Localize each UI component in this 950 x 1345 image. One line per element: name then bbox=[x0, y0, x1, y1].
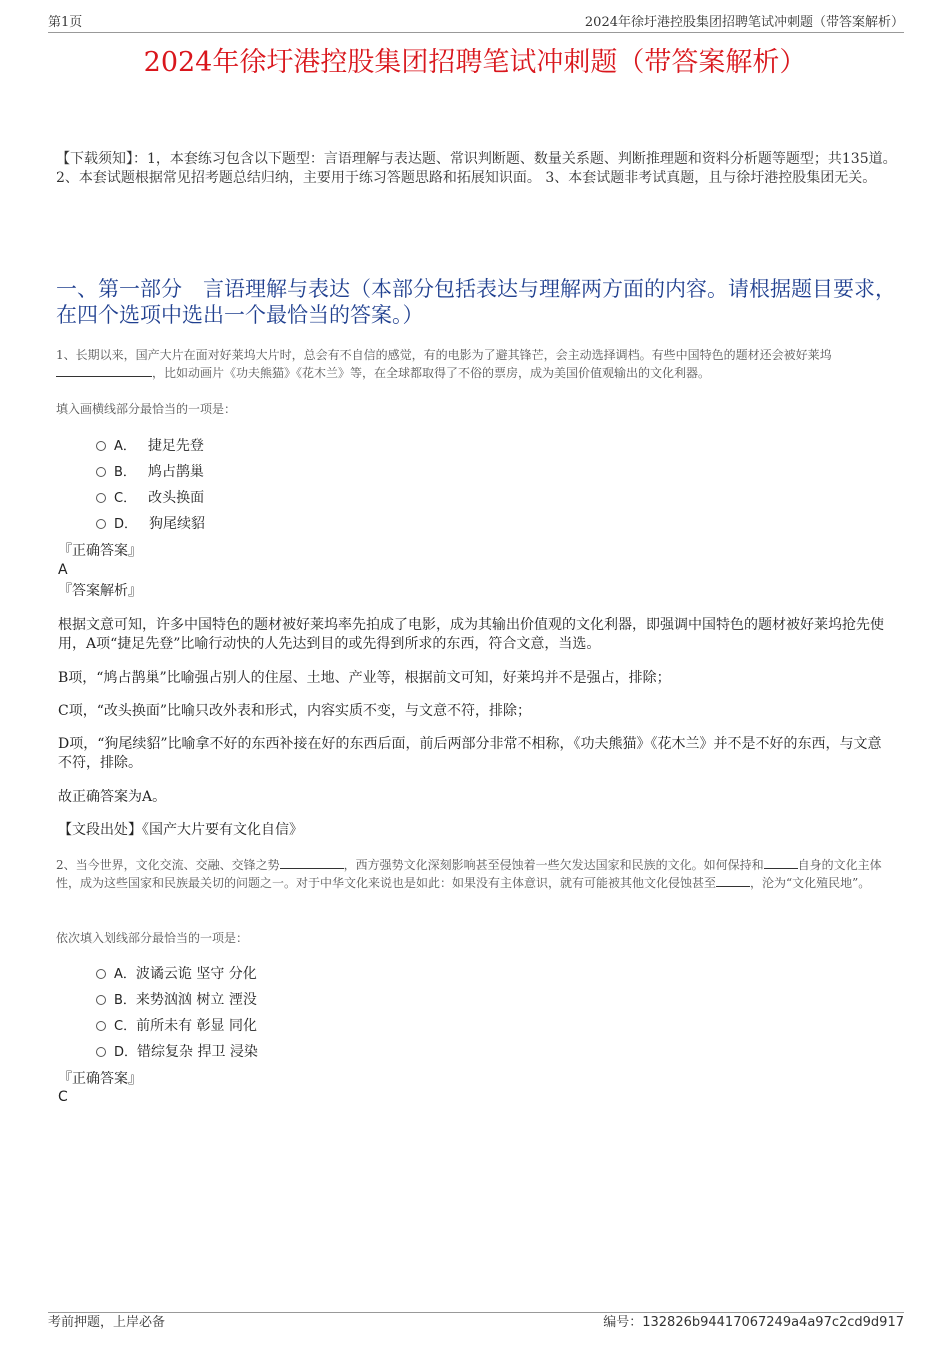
page-footer bbox=[48, 1312, 904, 1333]
question-1-answer: A bbox=[58, 562, 68, 578]
question-2-options bbox=[96, 961, 258, 1065]
question-1-conclusion: 故正确答案为A。 bbox=[58, 789, 167, 805]
footer-slogan: 考前押题，上岸必备 bbox=[48, 1315, 166, 1330]
question-1-analysis-d: D项，“狗尾续貂”比喻拿不好的东西补接在好的东西后面，前后两部分非常不相称，《功夫熊猫》《花木兰》并不是不好的东西，与文意不符，排除。 bbox=[58, 736, 882, 771]
footer-code: 编号：132826b94417067249a4a97c2cd9d917 bbox=[603, 1315, 904, 1330]
radio-icon[interactable] bbox=[96, 969, 106, 979]
question-1-text: 1、长期以来，国产大片在面对好莱坞大片时，总会有不自信的感觉，有的电影为了避其锋芒，会主动选择调档。有些中国特色的题材还会被好莱坞，比如动画片《功夫熊猫》《花木兰》等，在全球都取得了不俗的票房，成为美国价值观输出的文化利器。 bbox=[56, 348, 832, 380]
section-heading: 一、第一部分 言语理解与表达（本部分包括表达与理解两方面的内容。请根据题目要求，在四个选项中选出一个最恰当的答案。） bbox=[56, 277, 896, 327]
answer-blank bbox=[764, 856, 798, 869]
radio-icon[interactable] bbox=[96, 1047, 106, 1057]
header-doc-title: 2024年徐圩港控股集团招聘笔试冲刺题（带答案解析） bbox=[584, 15, 904, 30]
answer-blank bbox=[716, 874, 750, 887]
question-1-analysis-c: C项，“改头换面”比喻只改外表和形式，内容实质不变，与文意不符，排除； bbox=[58, 703, 532, 719]
question-1-answer-label: 『正确答案』 bbox=[58, 543, 142, 559]
question-1-prompt: 填入画横线部分最恰当的一项是： bbox=[56, 402, 237, 416]
question-1-option-b[interactable]: B． 鸠占鹊巢 bbox=[96, 459, 205, 485]
page-number: 第1页 bbox=[48, 15, 83, 30]
answer-blank bbox=[280, 856, 344, 869]
question-2-text: 2、当今世界，文化交流、交融、交锋之势 ，西方强势文化深刻影响甚至侵蚀着一些欠发达国家和民族的文化。如何保持和 自身的文化主体性，成为这些国家和民族最关切的问题之一。对于中华文化来说也是如此：如果没有主体意识，就有可能被其他文化侵蚀甚至 ，沦为“文化殖民地”。 bbox=[56, 858, 882, 890]
question-1-source: 【文段出处】《国产大片要有文化自信》 bbox=[58, 822, 303, 838]
radio-icon[interactable] bbox=[96, 441, 106, 451]
question-1-option-a[interactable]: A． 捷足先登 bbox=[96, 433, 205, 459]
question-1-analysis-b: B项，“鸠占鹊巢”比喻强占别人的住屋、土地、产业等，根据前文可知，好莱坞并不是强占，排除； bbox=[58, 670, 671, 686]
question-2-answer-label: 『正确答案』 bbox=[58, 1071, 142, 1087]
question-1-option-d[interactable]: D． 狗尾续貂 bbox=[96, 511, 205, 537]
answer-blank bbox=[56, 364, 152, 377]
question-1-analysis-a: 根据文意可知，许多中国特色的题材被好莱坞率先拍成了电影，成为其输出价值观的文化利器，即强调中国特色的题材被好莱坞抢先使用，A项“捷足先登”比喻行动快的人先达到目的或先得到所求的东西，符合文意，当选。 bbox=[58, 617, 884, 652]
radio-icon[interactable] bbox=[96, 1021, 106, 1031]
page-header bbox=[48, 14, 904, 33]
question-1-analysis-label: 『答案解析』 bbox=[58, 583, 142, 599]
question-2-option-c[interactable]: C．前所未有 彰显 同化 bbox=[96, 1013, 258, 1039]
radio-icon[interactable] bbox=[96, 467, 106, 477]
radio-icon[interactable] bbox=[96, 493, 106, 503]
document-title: 2024年徐圩港控股集团招聘笔试冲刺题（带答案解析） bbox=[143, 47, 807, 78]
download-notice: 【下载须知】：1，本套练习包含以下题型：言语理解与表达题、常识判断题、数量关系题、判断推理题和资料分析题等题型；共135道。 2、本套试题根据常见招考题总结归纳，主要用于练习答题思路和拓展知识面。 3、本套试题非考试真题，且与徐圩港控股集团无关。 bbox=[56, 151, 897, 186]
radio-icon[interactable] bbox=[96, 995, 106, 1005]
radio-icon[interactable] bbox=[96, 519, 106, 529]
question-2-option-d[interactable]: D．错综复杂 捍卫 浸染 bbox=[96, 1039, 258, 1065]
question-1-option-c[interactable]: C． 改头换面 bbox=[96, 485, 205, 511]
question-1-options bbox=[96, 433, 205, 537]
question-2-prompt: 依次填入划线部分最恰当的一项是： bbox=[56, 931, 249, 945]
question-2-option-b[interactable]: B．来势汹汹 树立 湮没 bbox=[96, 987, 258, 1013]
question-2-answer: C bbox=[58, 1089, 68, 1105]
question-2-option-a[interactable]: A．波谲云诡 坚守 分化 bbox=[96, 961, 258, 987]
